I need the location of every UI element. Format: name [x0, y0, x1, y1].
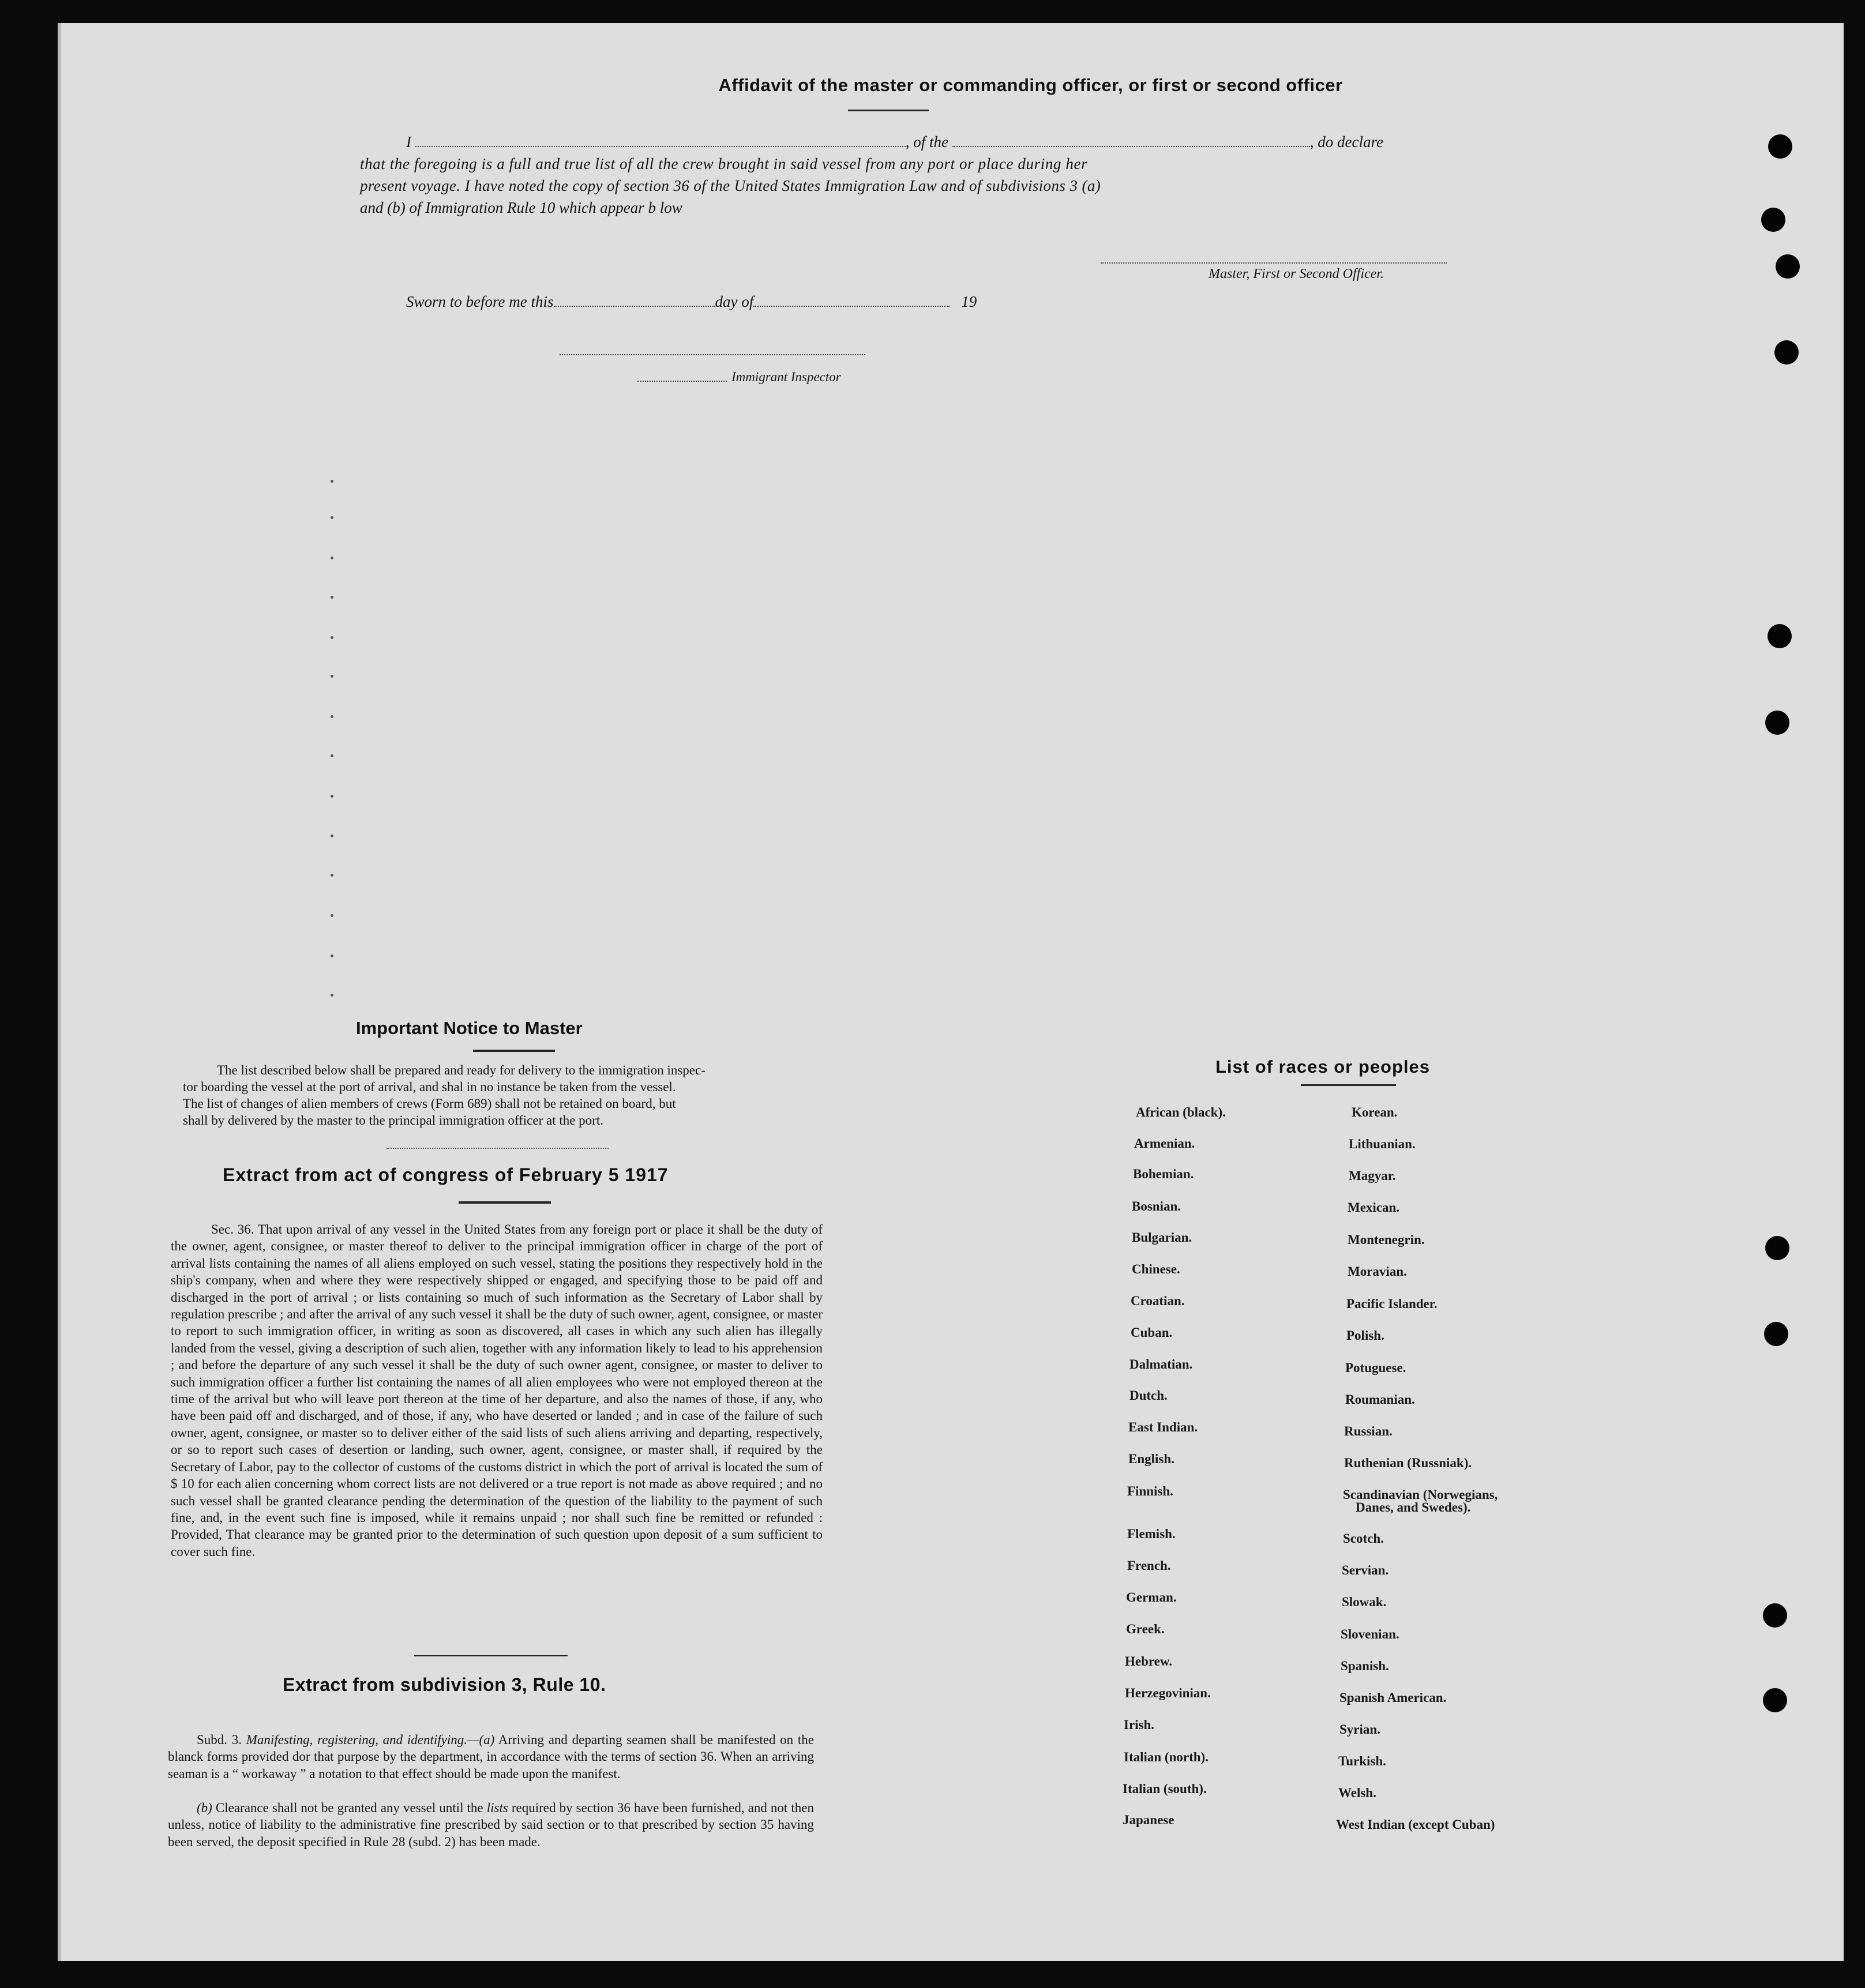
- notice-line-2: tor boarding the vessel at the port of arrival, and shal in no instance be taken from the vessel.: [183, 1080, 676, 1094]
- subd-a-text: Arriving and departing seamen shall be manifested on the blanck forms provided dor that purpose by the department, in accordance with the terms of section 36. When an arriving seaman is a “ workaway ” a notation to that effect should be made upon the manifest.: [168, 1733, 814, 1781]
- margin-dot: [331, 795, 333, 798]
- race-item: Flemish.: [1127, 1527, 1176, 1541]
- race-item: Bosnian.: [1132, 1199, 1181, 1213]
- day-of-label: day of: [715, 293, 754, 310]
- officer-signature-line[interactable]: [1101, 262, 1447, 264]
- subd-b-text-1: Clearance shall not be granted any vessel until the: [215, 1801, 483, 1815]
- race-item: Finnish.: [1127, 1484, 1173, 1498]
- day-field[interactable]: [554, 306, 715, 307]
- margin-dot: [331, 914, 333, 917]
- margin-dot: [331, 636, 333, 639]
- punch-hole: [1764, 1322, 1788, 1346]
- punch-hole: [1776, 254, 1800, 279]
- race-item: Syrian.: [1339, 1722, 1380, 1737]
- race-item: East Indian.: [1128, 1420, 1198, 1434]
- margin-dot: [331, 874, 333, 877]
- extract-act-text: Sec. 36. That upon arrival of any vessel in the United States from any foreign port or place it shall be the duty of the owner, agent, consignee, or master thereof to deliver to the principal immigration officer in charge of the port of arrival lists containing the names of all aliens employed on such vessel, stating the positions they respectively hold in the ship's company, when and where they were respectively shipped or engaged, and specifying those to be paid off and discharged in the port of arrival ; or lists containing so much of such information as the Secretary of Labor shall by regulation prescribe ; and after the arrival of any such vessel it shall be the duty of such owner, agent, consignee, or master to report to such immigration officer, in writing as soon as discovered, all cases in which any such alien has illegally landed from the vessel, giving a description of such alien, together with any information likely to lead to his apprehension ; and before the departure of any such vessel it shall be the duty of such owner agent, consignee, or master to deliver to such immigration officer a further list containing the names of all alien employees who were not employed thereon at the time of the arrival but who will leave port thereon at the time of her departure, and also the names of those, if any, who have been paid off and discharged, and of those, if any, who have deserted or landed ; and in case of the failure of such owner, agent, consignee, or master so to deliver either of the said lists of such aliens arriving and departing, respectively, or so to report such cases of desertion or landing, such owner, agent, consignee, or master shall, if required by the Secretary of Labor, pay to the collector of customs of the customs district in which the port of arrival is located the sum of $ 10 for each alien concerning whom correct lists are not delivered or a true report is not made as above required ; and no such vessel shall be granted clearance pending the determination of the question of the liability to the payment of such fine, and, in the event such fine is imposed, while it remains unpaid ; nor shall such fine be remitted or refunded : Provided, That clearance may be granted prior to the determination of such question upon deposit of a sum sufficient to cover such fine.: [171, 1222, 823, 1559]
- race-item: Slowak.: [1342, 1595, 1387, 1609]
- punch-hole: [1768, 134, 1792, 159]
- race-item: Cuban.: [1131, 1325, 1173, 1340]
- race-item: Moravian.: [1348, 1264, 1407, 1279]
- race-item: Croatian.: [1131, 1294, 1185, 1308]
- race-item: Servian.: [1342, 1563, 1389, 1577]
- sworn-line: [406, 293, 977, 311]
- affidavit-title: Affidavit of the master or commanding officer, or first or second officer: [718, 75, 1343, 95]
- race-item: Potuguese.: [1345, 1361, 1406, 1375]
- inspector-sub-line: [637, 381, 727, 382]
- inspector-label: Immigrant Inspector: [731, 370, 841, 384]
- punch-hole: [1765, 1236, 1789, 1260]
- extract-rule-subdivision-b: [168, 1799, 814, 1850]
- margin-dot: [331, 557, 333, 559]
- notice-title: Important Notice to Master: [356, 1018, 583, 1038]
- extract-act-title: Extract from act of congress of February 5 1917: [223, 1164, 669, 1185]
- subd-heading: Manifesting, registering, and identifying.—: [246, 1733, 479, 1747]
- race-item: Hebrew.: [1125, 1654, 1172, 1668]
- of-the-label: , of the: [905, 133, 948, 151]
- race-item: Scandinavian (Norwegians,: [1343, 1487, 1498, 1502]
- race-item: West Indian (except Cuban): [1336, 1817, 1495, 1832]
- punch-hole: [1768, 624, 1792, 648]
- race-item: Dutch.: [1129, 1388, 1168, 1403]
- race-item: Welsh.: [1338, 1786, 1376, 1800]
- race-item: Italian (south).: [1123, 1782, 1207, 1796]
- race-item: Russian.: [1344, 1424, 1393, 1438]
- declaration-line-1: [406, 133, 1450, 151]
- race-item: Dalmatian.: [1129, 1357, 1193, 1371]
- race-item: Turkish.: [1338, 1754, 1386, 1768]
- punch-hole: [1761, 208, 1785, 232]
- races-title-rule: [1301, 1084, 1396, 1086]
- notice-line-4: shall by delivered by the master to the principal immigration officer at the port.: [183, 1113, 603, 1128]
- declaration-line-3: present voyage. I have noted the copy of section 36 of the United States Immigration Law and of subdivisions 3 (a): [360, 177, 1101, 194]
- officer-label: Master, First or Second Officer.: [1209, 266, 1384, 281]
- margin-dot: [331, 835, 333, 837]
- vessel-field[interactable]: [952, 146, 1310, 147]
- race-item: Montenegrin.: [1348, 1232, 1425, 1247]
- form-sheet: [58, 23, 1844, 1961]
- margin-dot: [331, 596, 333, 599]
- subd-b-lists: lists: [486, 1801, 508, 1815]
- race-item: English.: [1128, 1452, 1174, 1466]
- margin-dot: [331, 715, 333, 718]
- name-field[interactable]: [415, 146, 906, 147]
- race-item: Spanish.: [1341, 1659, 1389, 1673]
- race-item: German.: [1126, 1590, 1177, 1604]
- race-continuation: Danes, and Swedes).: [1356, 1500, 1471, 1515]
- extract-rule-subdivision-a: [168, 1731, 814, 1782]
- race-item: Pacific Islander.: [1346, 1296, 1438, 1311]
- month-field[interactable]: [753, 306, 950, 307]
- race-item: Chinese.: [1132, 1262, 1180, 1276]
- margin-dot: [331, 754, 333, 757]
- race-item: Lithuanian.: [1349, 1137, 1416, 1151]
- affidavit-title-rule: [848, 110, 929, 111]
- race-item: Scotch.: [1343, 1531, 1384, 1546]
- race-item: Ruthenian (Russniak).: [1344, 1456, 1472, 1470]
- section-divider-dotted: [386, 1148, 609, 1149]
- race-item: Korean.: [1352, 1105, 1398, 1119]
- race-item: Bulgarian.: [1132, 1230, 1192, 1245]
- race-item: Greek.: [1126, 1622, 1165, 1636]
- punch-hole: [1763, 1603, 1787, 1628]
- race-item: Magyar.: [1349, 1168, 1396, 1183]
- race-item: Japanese: [1123, 1813, 1174, 1827]
- margin-dot: [331, 994, 333, 997]
- do-declare-label: , do declare: [1309, 133, 1383, 151]
- declaration-line-4: and (b) of Immigration Rule 10 which appear b low: [360, 199, 682, 216]
- declaration-line-2: that the foregoing is a full and true list of all the crew brought in said vessel from any port or place during her: [360, 155, 1088, 172]
- subd-a-mark: (a): [479, 1733, 495, 1747]
- year-prefix: 19: [961, 293, 977, 310]
- margin-dot: [331, 954, 333, 957]
- race-item: Roumanian.: [1345, 1392, 1415, 1407]
- race-item: Herzegovinian.: [1125, 1686, 1211, 1700]
- subd-lead: Subd. 3.: [197, 1733, 242, 1747]
- race-item: Spanish American.: [1339, 1690, 1447, 1705]
- sworn-prefix: Sworn to before me this: [406, 293, 554, 310]
- races-title: List of races or peoples: [1215, 1057, 1430, 1077]
- subd-b-text-2: required by section 36 have been furnished, and not then unless, notice of liability to the administrative fine prescribed by said section or to that prescribed by section 35 having been served, the deposit specified in Rule 28 (subd. 2) has been made.: [168, 1801, 815, 1849]
- race-item: Italian (north).: [1124, 1750, 1209, 1764]
- race-item: Bohemian.: [1133, 1167, 1194, 1181]
- pronoun: I: [406, 133, 411, 151]
- inspector-signature-line[interactable]: [560, 354, 865, 355]
- punch-hole: [1765, 711, 1789, 735]
- punch-hole: [1774, 340, 1799, 364]
- notice-line-3: The list of changes of alien members of crews (Form 689) shall not be retained on board, but: [183, 1096, 676, 1111]
- extract-rule-title: Extract from subdivision 3, Rule 10.: [283, 1674, 606, 1695]
- margin-dot: [331, 675, 333, 678]
- notice-line-1: The list described below shall be prepared and ready for delivery to the immigration inspec-: [217, 1063, 706, 1077]
- race-item: Irish.: [1124, 1718, 1155, 1732]
- race-item: Polish.: [1346, 1328, 1384, 1343]
- punch-hole: [1763, 1688, 1787, 1712]
- race-item: Armenian.: [1134, 1136, 1195, 1151]
- notice-title-rule: [473, 1050, 555, 1052]
- margin-dot: [331, 480, 333, 483]
- margin-dot: [331, 516, 333, 519]
- race-item: Slovenian.: [1341, 1627, 1399, 1641]
- race-item: Mexican.: [1348, 1200, 1400, 1215]
- section-divider: [414, 1655, 568, 1656]
- subd-b-mark: (b): [197, 1801, 212, 1815]
- extract-act-title-rule: [459, 1201, 551, 1204]
- race-item: African (black).: [1136, 1105, 1226, 1119]
- race-item: French.: [1127, 1558, 1171, 1573]
